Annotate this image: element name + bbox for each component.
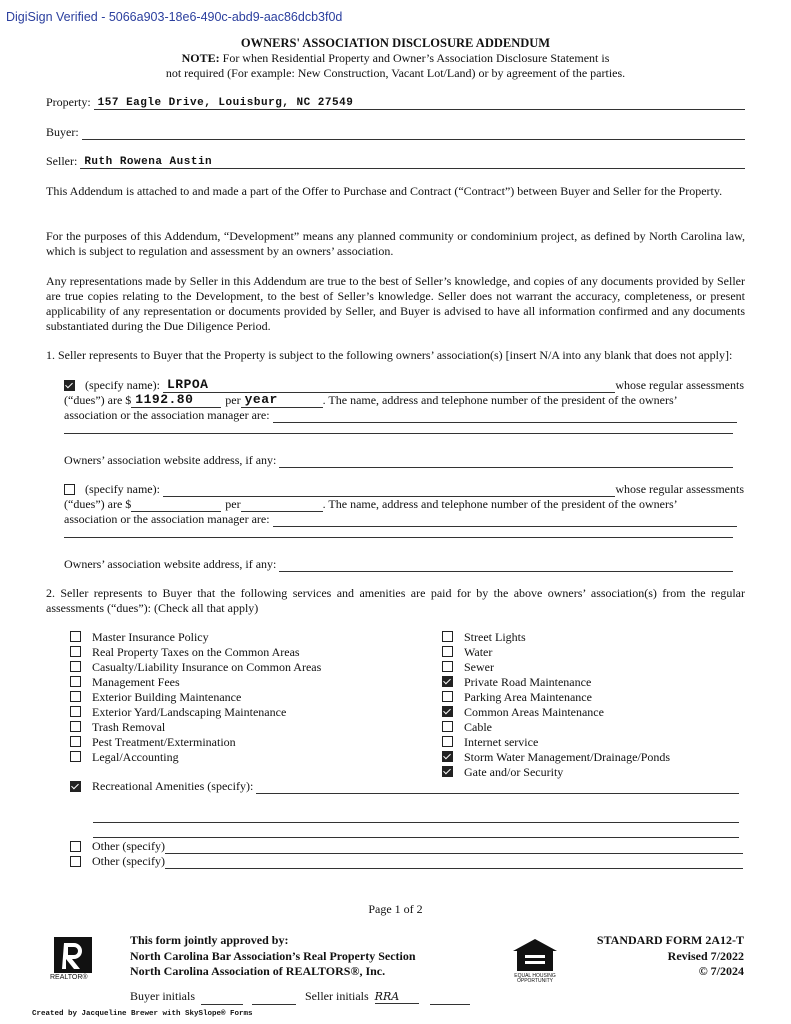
amenity-left-checkbox[interactable]: [70, 706, 81, 717]
amenity-left-label: Management Fees: [92, 675, 180, 689]
amenity-left-label: Casualty/Liability Insurance on Common Areas: [92, 660, 322, 674]
amenity-right-label: Common Areas Maintenance: [464, 705, 604, 719]
form-info: STANDARD FORM 2A12-T Revised 7/2022 © 7/2024: [596, 933, 744, 978]
amenity-left-checkbox[interactable]: [70, 691, 81, 702]
association1-website-row: Owners’ association website address, if any:: [64, 452, 733, 468]
association2-checkbox[interactable]: [64, 484, 75, 495]
amenity-right-label: Storm Water Management/Drainage/Ponds: [464, 750, 671, 764]
amenity-right-label: Internet service: [464, 735, 539, 749]
verification-banner: DigiSign Verified - 5066a903-18e6-490c-abd9-aac86dcb3f0d: [6, 10, 343, 24]
amenity-right-label: Parking Area Maintenance: [464, 690, 592, 704]
amenity-right-checkbox[interactable]: [442, 661, 453, 672]
amenity-right-label: Cable: [464, 720, 492, 734]
created-by: Created by Jacqueline Brewer with SkySlope® Forms: [32, 1010, 253, 1018]
amenity-left-label: Real Property Taxes on the Common Areas: [92, 645, 300, 659]
amenity-left-checkbox[interactable]: [70, 646, 81, 657]
realtor-logo-text: REALTOR®: [50, 974, 88, 981]
amenity-left-item: [70, 675, 180, 690]
equal-housing-text: EQUAL HOUSING OPPORTUNITY: [514, 973, 556, 984]
amenity-left-label: Legal/Accounting: [92, 750, 179, 764]
association2-dues-row: (“dues”) are $ per . The name, address and telephone number of the president of the owners’: [64, 497, 678, 511]
other2-field[interactable]: [165, 856, 743, 869]
document-title: OWNERS' ASSOCIATION DISCLOSURE ADDENDUM: [240, 36, 551, 50]
seller-row: Seller: Ruth Rowena Austin: [46, 153, 745, 169]
amenity-left-item: [70, 645, 300, 660]
page-number: Page 1 of 2: [368, 902, 423, 916]
other2-checkbox[interactable]: [70, 856, 81, 867]
amenity-left-checkbox[interactable]: [70, 721, 81, 732]
amenity-left-item: [70, 750, 179, 765]
equal-housing-icon: [510, 937, 560, 973]
association1-amount-field[interactable]: 1192.80: [131, 395, 221, 408]
amenity-right-checkbox[interactable]: [442, 751, 453, 762]
amenity-right-item: [442, 735, 538, 750]
recreational-row: Recreational Amenities (specify):: [70, 778, 739, 794]
amenity-right-item: [442, 690, 592, 705]
association1-dues-row: (“dues”) are $ 1192.80 per year . The name, address and telephone number of the president of the owners’: [64, 392, 678, 407]
association2-manager-row: association or the association manager are:: [64, 511, 737, 527]
section-2-intro: 2. Seller represents to Buyer that the following services and amenities are paid for by the above owners’ association(s) from the regular assessments (“dues”): (Check all that apply): [46, 586, 745, 615]
seller-initials-field-2[interactable]: [430, 989, 470, 1005]
paragraph-representations: Any representations made by Seller in this Addendum are true to the best of Seller’s knowledge, and copies of any documents provided by Seller are true copies relating to the Development, to the best of Seller’s knowledge. Seller does not warrant the accuracy, completeness, or present applicability of any representation or documents provided by Seller, and Buyer is advised to have all information confirmed and any documents substantiated during the Due Diligence Period.: [46, 274, 745, 333]
association1-checkbox[interactable]: [64, 380, 75, 391]
amenity-right-checkbox[interactable]: [442, 676, 453, 687]
amenity-left-checkbox[interactable]: [70, 751, 81, 762]
amenity-left-label: Exterior Building Maintenance: [92, 690, 242, 704]
amenity-left-label: Master Insurance Policy: [92, 630, 209, 644]
association1-name-row: (specify name): LRPOA whose regular assessments: [64, 377, 744, 393]
amenity-left-checkbox[interactable]: [70, 676, 81, 687]
amenity-left-label: Trash Removal: [92, 720, 166, 734]
amenity-left-label: Exterior Yard/Landscaping Maintenance: [92, 705, 287, 719]
amenity-right-item: [442, 720, 492, 735]
amenity-left-checkbox[interactable]: [70, 736, 81, 747]
amenity-left-item: [70, 630, 209, 645]
association2-website-field[interactable]: [279, 559, 733, 572]
section-1-intro: 1. Seller represents to Buyer that the Property is subject to the following owners’ association(s) [insert N/A into any blank that does not apply]:: [46, 348, 733, 362]
association1-manager-field[interactable]: [273, 410, 737, 423]
amenity-right-item: [442, 705, 604, 720]
association1-manager-line2[interactable]: [64, 433, 733, 434]
amenity-right-checkbox[interactable]: [442, 766, 453, 777]
amenity-left-label: Pest Treatment/Extermination: [92, 735, 236, 749]
amenity-right-item: [442, 660, 494, 675]
amenity-left-item: [70, 720, 165, 735]
association1-website-field[interactable]: [279, 455, 733, 468]
amenity-right-label: Sewer: [464, 660, 494, 674]
association2-manager-line2[interactable]: [64, 537, 733, 538]
amenity-left-item: [70, 735, 236, 750]
property-field[interactable]: 157 Eagle Drive, Louisburg, NC 27549: [94, 97, 745, 110]
amenity-right-item: [442, 675, 591, 690]
amenity-right-checkbox[interactable]: [442, 736, 453, 747]
amenity-right-checkbox[interactable]: [442, 721, 453, 732]
paragraph-attachment: This Addendum is attached to and made a part of the Offer to Purchase and Contract (“Contract”) between Buyer and Seller for the Property.: [46, 184, 723, 198]
amenity-right-item: [442, 750, 670, 765]
amenity-right-checkbox[interactable]: [442, 631, 453, 642]
title-note: NOTE: For when Residential Property and Owner’s Association Disclosure Statement is not required (For example: New Construction, Vacant Lot/Land) or by agreement of the parties.: [165, 51, 626, 80]
association1-period-field[interactable]: year: [241, 395, 323, 408]
paragraph-development: For the purposes of this Addendum, “Development” means any planned community or condominium project, as defined by North Carolina law, which is subject to regulation and assessment by an owners’ association.: [46, 229, 745, 258]
initials-row: Buyer initials Seller initials RRA: [130, 989, 470, 1005]
association2-name-row: (specify name): whose regular assessments: [64, 481, 744, 497]
amenity-left-item: [70, 660, 321, 675]
amenity-left-item: [70, 690, 241, 705]
buyer-field[interactable]: [82, 127, 745, 140]
other2-row: Other (specify): [70, 853, 743, 869]
amenity-left-checkbox[interactable]: [70, 661, 81, 672]
association1-name-field[interactable]: LRPOA: [163, 380, 615, 393]
buyer-initials-field-1[interactable]: [201, 989, 243, 1005]
association1-manager-row: association or the association manager are:: [64, 407, 737, 423]
recreational-field[interactable]: [256, 781, 739, 794]
amenity-right-checkbox[interactable]: [442, 646, 453, 657]
approval-block: This form jointly approved by: North Carolina Bar Association’s Real Property Section North Carolina Association of REALTORS®, Inc.: [130, 933, 416, 978]
amenity-left-item: [70, 705, 286, 720]
amenity-right-label: Private Road Maintenance: [464, 675, 592, 689]
amenity-right-label: Water: [464, 645, 493, 659]
buyer-initials-field-2[interactable]: [252, 989, 296, 1005]
amenity-right-checkbox[interactable]: [442, 706, 453, 717]
association2-website-row: Owners’ association website address, if any:: [64, 556, 733, 572]
recreational-checkbox[interactable]: [70, 781, 81, 792]
amenity-right-item: [442, 645, 492, 660]
buyer-row: Buyer:: [46, 124, 745, 140]
other1-row: Other (specify): [70, 838, 743, 854]
recreational-line2[interactable]: [93, 822, 739, 823]
amenity-right-label: Gate and/or Security: [464, 765, 564, 779]
other1-checkbox[interactable]: [70, 841, 81, 852]
seller-initials-field-1[interactable]: RRA: [375, 990, 419, 1004]
association2-manager-field[interactable]: [273, 514, 737, 527]
seller-field[interactable]: Ruth Rowena Austin: [80, 156, 745, 169]
amenity-right-item: [442, 630, 526, 645]
amenity-right-checkbox[interactable]: [442, 691, 453, 702]
amenity-left-checkbox[interactable]: [70, 631, 81, 642]
amenity-right-label: Street Lights: [464, 630, 526, 644]
property-row: Property: 157 Eagle Drive, Louisburg, NC 27549: [46, 94, 745, 110]
